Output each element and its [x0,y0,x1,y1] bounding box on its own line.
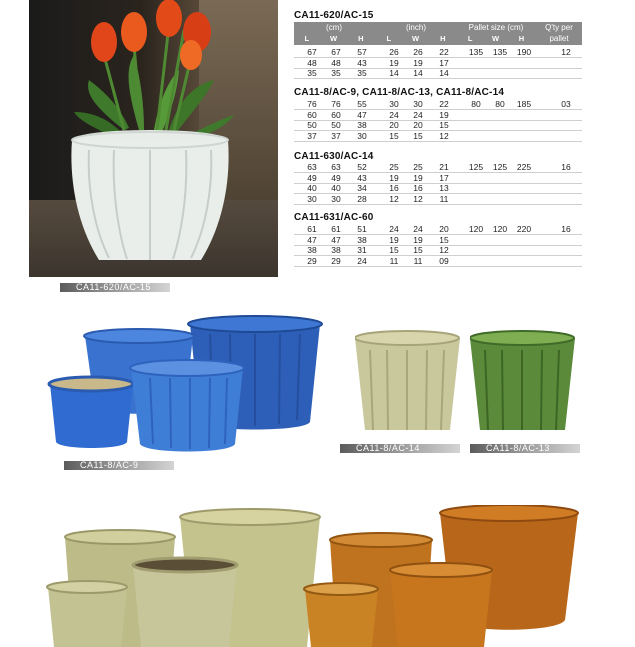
table-cell: 51 [357,224,367,234]
table-cell: 15 [413,130,423,141]
table-cell: 19 [389,57,399,68]
table-cell: 11 [413,255,423,266]
table-cell: 24 [413,224,423,234]
header-h: H [358,34,364,43]
table-cell: 43 [357,172,367,183]
table-cell: 76 [331,99,341,109]
table-cell: 09 [439,255,449,266]
table-cell: 43 [357,57,367,68]
table-cell: 31 [357,245,367,255]
table-cell: 125 [468,162,484,172]
table-cell: 61 [331,224,341,234]
caption-ca11-620: CA11-620/AC-15 [60,283,170,292]
table-cell: 40 [331,183,341,193]
header-h: H [440,34,446,43]
table-row [294,256,582,267]
cream-pot-photo [355,330,460,435]
table-cell: 16 [561,224,571,234]
table-cell: 20 [389,120,399,130]
table-title: CA11-620/AC-15 [294,10,374,21]
table-cell: 48 [307,57,317,68]
table-row [294,110,582,121]
table-cell: 48 [331,57,341,68]
table-cell: 19 [413,172,423,183]
table-cell: 30 [331,193,341,204]
table-cell: 26 [413,47,423,57]
table-cell: 14 [413,68,423,78]
header-pallet: Pallet size (cm) [468,23,524,32]
table-cell: 16 [561,162,571,172]
header-cm: (cm) [326,23,342,32]
table-cell: 47 [307,234,317,245]
table-cell: 60 [331,109,341,120]
table-cell: 63 [331,162,341,172]
table-cell: 49 [331,172,341,183]
table-cell: 16 [389,183,399,193]
table-cell: 50 [307,120,317,130]
table-cell: 20 [413,120,423,130]
table-cell: 15 [389,245,399,255]
table-cell: 190 [516,47,532,57]
table-cell: 55 [357,99,367,109]
table-cell: 34 [357,183,367,193]
table-cell: 12 [439,130,449,141]
table-cell: 21 [439,162,449,172]
table-cell: 20 [439,224,449,234]
table-cell: 17 [439,172,449,183]
header-inch: (inch) [405,23,426,32]
header-qty: Q'ty per pallet [536,22,582,45]
table-title: CA11-630/AC-14 [294,151,374,162]
cream-pots-set-photo [45,505,325,647]
table-cell: 11 [439,193,449,204]
table-cell: 12 [389,193,399,204]
table-title: CA11-631/AC-60 [294,212,374,223]
table-header [294,22,582,45]
table-cell: 28 [357,193,367,204]
table-cell: 30 [389,99,399,109]
table-row [294,162,582,173]
table-cell: 38 [331,245,341,255]
table-cell: 67 [307,47,317,57]
amber-pots-set-photo [300,505,585,647]
table-cell: 25 [413,162,423,172]
table-cell: 17 [439,57,449,68]
table-cell: 80 [495,99,505,109]
table-cell: 63 [307,162,317,172]
table-row [294,245,582,256]
table-cell: 24 [357,255,367,266]
table-row [294,68,582,79]
table-title: CA11-8/AC-9, CA11-8/AC-13, CA11-8/AC-14 [294,87,505,98]
table-cell: 29 [331,255,341,266]
table-cell: 37 [331,130,341,141]
table-cell: 76 [307,99,317,109]
table-cell: 67 [331,47,341,57]
table-cell: 25 [389,162,399,172]
table-cell: 16 [413,183,423,193]
table-row [294,173,582,184]
table-row [294,235,582,246]
table-cell: 35 [357,68,367,78]
table-row [294,99,582,110]
table-cell: 19 [389,234,399,245]
table-row [294,131,582,142]
table-cell: 12 [413,193,423,204]
table-cell: 57 [357,47,367,57]
table-cell: 22 [439,99,449,109]
product-photo-white-pot [29,0,278,277]
table-cell: 125 [492,162,508,172]
table-cell: 11 [389,255,399,266]
caption-ca11-8-ac-14: CA11-8/AC-14 [340,444,460,453]
table-cell: 15 [439,120,449,130]
caption-ca11-8-ac-13: CA11-8/AC-13 [470,444,580,453]
table-cell: 38 [357,234,367,245]
header-w: W [412,34,420,43]
table-cell: 15 [389,130,399,141]
table-cell: 47 [357,109,367,120]
header-l: L [304,34,310,43]
table-cell: 37 [307,130,317,141]
table-cell: 24 [389,109,399,120]
table-row [294,120,582,131]
table-cell: 60 [307,109,317,120]
table-row [294,224,582,235]
table-cell: 135 [468,47,484,57]
blue-pots-photo [45,312,330,460]
table-cell: 225 [516,162,532,172]
table-row [294,183,582,194]
header-w: W [330,34,338,43]
table-cell: 35 [307,68,317,78]
table-cell: 24 [389,224,399,234]
table-cell: 52 [357,162,367,172]
table-cell: 19 [439,109,449,120]
table-cell: 40 [307,183,317,193]
green-pot-photo [470,330,575,435]
table-cell: 19 [413,57,423,68]
table-cell: 185 [516,99,532,109]
table-cell: 29 [307,255,317,266]
table-cell: 120 [468,224,484,234]
table-cell: 61 [307,224,317,234]
table-cell: 220 [516,224,532,234]
header-h: H [518,34,525,43]
header-l: L [467,34,473,43]
table-cell: 38 [357,120,367,130]
table-cell: 26 [389,47,399,57]
tulip-pot-illustration [29,0,278,277]
table-cell: 49 [307,172,317,183]
table-cell: 30 [307,193,317,204]
table-cell: 24 [413,109,423,120]
header-l: L [386,34,392,43]
table-cell: 47 [331,234,341,245]
table-cell: 50 [331,120,341,130]
table-cell: 12 [561,47,571,57]
table-cell: 30 [357,130,367,141]
table-cell: 15 [439,234,449,245]
header-w: W [492,34,500,43]
table-cell: 19 [413,234,423,245]
table-cell: 03 [561,99,571,109]
table-cell: 80 [471,99,481,109]
table-cell: 30 [413,99,423,109]
table-cell: 12 [439,245,449,255]
table-cell: 120 [492,224,508,234]
table-cell: 35 [331,68,341,78]
caption-ca11-8-ac-9: CA11-8/AC-9 [64,461,174,470]
table-cell: 15 [413,245,423,255]
table-cell: 14 [389,68,399,78]
table-cell: 19 [389,172,399,183]
table-cell: 13 [439,183,449,193]
table-cell: 22 [439,47,449,57]
table-cell: 135 [492,47,508,57]
table-row [294,58,582,69]
table-cell: 14 [439,68,449,78]
table-cell: 38 [307,245,317,255]
table-row [294,47,582,58]
table-row [294,194,582,205]
